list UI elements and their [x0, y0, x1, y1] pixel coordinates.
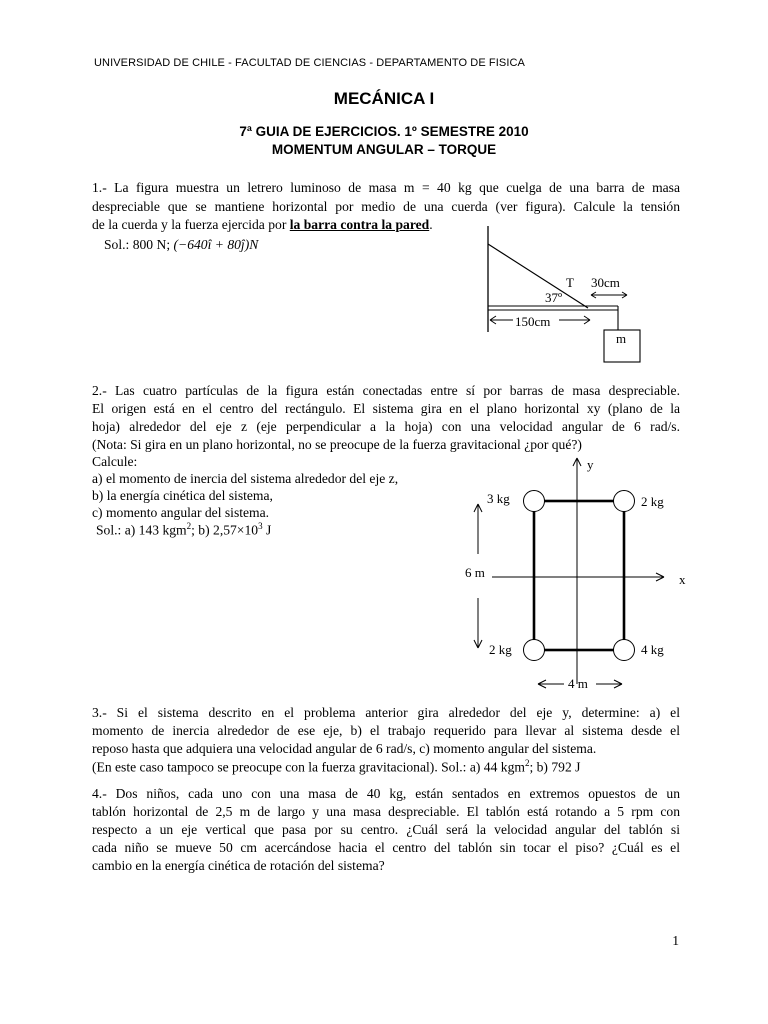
- connecting-rods: [534, 501, 624, 650]
- p1-line-3-end: .: [429, 217, 433, 232]
- p2-solution-b: ; b) 2,57×10: [191, 522, 259, 538]
- p3-line-4-exp: 2: [524, 758, 530, 768]
- angle-label: 37º: [545, 290, 563, 305]
- p4-line-1: 4.- Dos niños, cada uno con una masa de 40 kg, están sentados en extremos opuestos de un: [92, 786, 680, 801]
- width-label: 4 m: [568, 676, 588, 691]
- p2-solution: [96, 521, 271, 539]
- guide-subtitle: 7ª GUIA DE EJERCICIOS. 1º SEMESTRE 2010: [239, 124, 529, 139]
- particle-top-right: [614, 491, 635, 512]
- p3-line-4: [92, 758, 580, 776]
- p2-line-4: (Nota: Si gira en un plano horizontal, no se preocupe de la fuerza gravitacional ¿por qué?): [92, 437, 582, 452]
- topic-subtitle: MOMENTUM ANGULAR – TORQUE: [271, 142, 497, 157]
- distance-30cm-label: 30cm: [591, 275, 620, 290]
- page-number: 1: [672, 933, 679, 948]
- p2-solution-c: J: [262, 522, 272, 538]
- p2-line-3: hoja) alrededor del eje z (eje perpendicular a la hoja) con una velocidad angular de 6 rad/s.: [92, 419, 680, 434]
- particle-bottom-right: [614, 640, 635, 661]
- x-axis-label: x: [679, 572, 686, 587]
- particle-bottom-left: [524, 640, 545, 661]
- p1-line-1: 1.- La figura muestra un letrero luminoso de masa m = 40 kg que cuelga de una barra de masa: [92, 180, 680, 195]
- p2-line-1: 2.- Las cuatro partículas de la figura están conectadas entre sí por barras de masa despreciable.: [92, 383, 680, 398]
- p1-solution: [104, 237, 258, 253]
- p2-line-2: El origen está en el centro del rectángulo. El sistema gira en el plano horizontal xy (plano de la: [92, 401, 680, 416]
- particle-rectangle-figure: [450, 452, 700, 697]
- p2-line-5: Calcule:: [92, 454, 138, 469]
- p2-item-c: c) momento angular del sistema.: [92, 505, 270, 520]
- p1-emphasis: la barra contra la pared: [289, 217, 430, 232]
- p2-solution-a: Sol.: a) 143 kgm: [96, 522, 187, 538]
- p3-line-3: reposo hasta que adquiera una velocidad angular de 6 rad/s, c) momento angular del sistema.: [92, 741, 597, 756]
- p1-line-2: despreciable que se mantiene horizontal por medio de una cuerda (ver figura). Calcule la tensión: [92, 199, 680, 214]
- sign-figure: [470, 220, 670, 370]
- mass-bottom-left-label: 2 kg: [489, 642, 512, 657]
- p1-solution-prefix: Sol.: 800 N;: [104, 237, 174, 252]
- p3-line-4-start: (En este caso tampoco se preocupe con la fuerza gravitacional). Sol.: a) 44 kgm: [92, 759, 525, 775]
- p3-line-2: momento de inercia alrededor de ese eje, b) el trabajo requerido para llevar al sistema desde el: [92, 723, 680, 738]
- particle-top-left: [524, 491, 545, 512]
- p3-line-4-end: ; b) 792 J: [529, 759, 581, 775]
- mass-top-left-label: 3 kg: [487, 491, 510, 506]
- mass-label: m: [616, 331, 627, 346]
- mass-bottom-right-label: 4 kg: [641, 642, 664, 657]
- p4-line-4: cada niño se mueve 50 cm acercándose hacia el centro del tablón sin tocar el piso? ¿Cuál es el: [92, 840, 680, 855]
- document-title: MECÁNICA I: [333, 89, 435, 108]
- p2-solution-exp2: 3: [258, 521, 263, 531]
- p4-line-2: tablón horizontal de 2,5 m de largo y una masa despreciable. El tablón está rotando a 5 rpm con: [92, 804, 680, 819]
- p2-item-a: a) el momento de inercia del sistema alrededor del eje z,: [92, 471, 399, 486]
- p3-line-1: 3.- Si el sistema descrito en el problema anterior gira alrededor del eje y, determine: a) el: [92, 705, 680, 720]
- p4-line-3: respecto a un eje vertical que pasa por su centro. ¿Cuál será la velocidad angular del tablón si: [92, 822, 680, 837]
- mass-top-right-label: 2 kg: [641, 494, 664, 509]
- institution-header: UNIVERSIDAD DE CHILE - FACULTAD DE CIENCIAS - DEPARTAMENTO DE FISICA: [94, 57, 525, 69]
- p1-solution-vector: (−640î + 80ĵ)N: [173, 237, 259, 252]
- p2-item-b: b) la energía cinética del sistema,: [92, 488, 273, 503]
- y-axis-label: y: [587, 457, 594, 472]
- p1-line-3-start: de la cuerda y la fuerza ejercida por: [92, 217, 290, 232]
- height-label: 6 m: [465, 565, 485, 580]
- p4-line-5: cambio en la energía cinética de rotación del sistema?: [92, 858, 385, 873]
- distance-150cm-label: 150cm: [515, 314, 551, 329]
- tension-label: T: [566, 275, 574, 290]
- p2-solution-exp: 2: [186, 521, 192, 531]
- p1-line-3: [92, 217, 433, 233]
